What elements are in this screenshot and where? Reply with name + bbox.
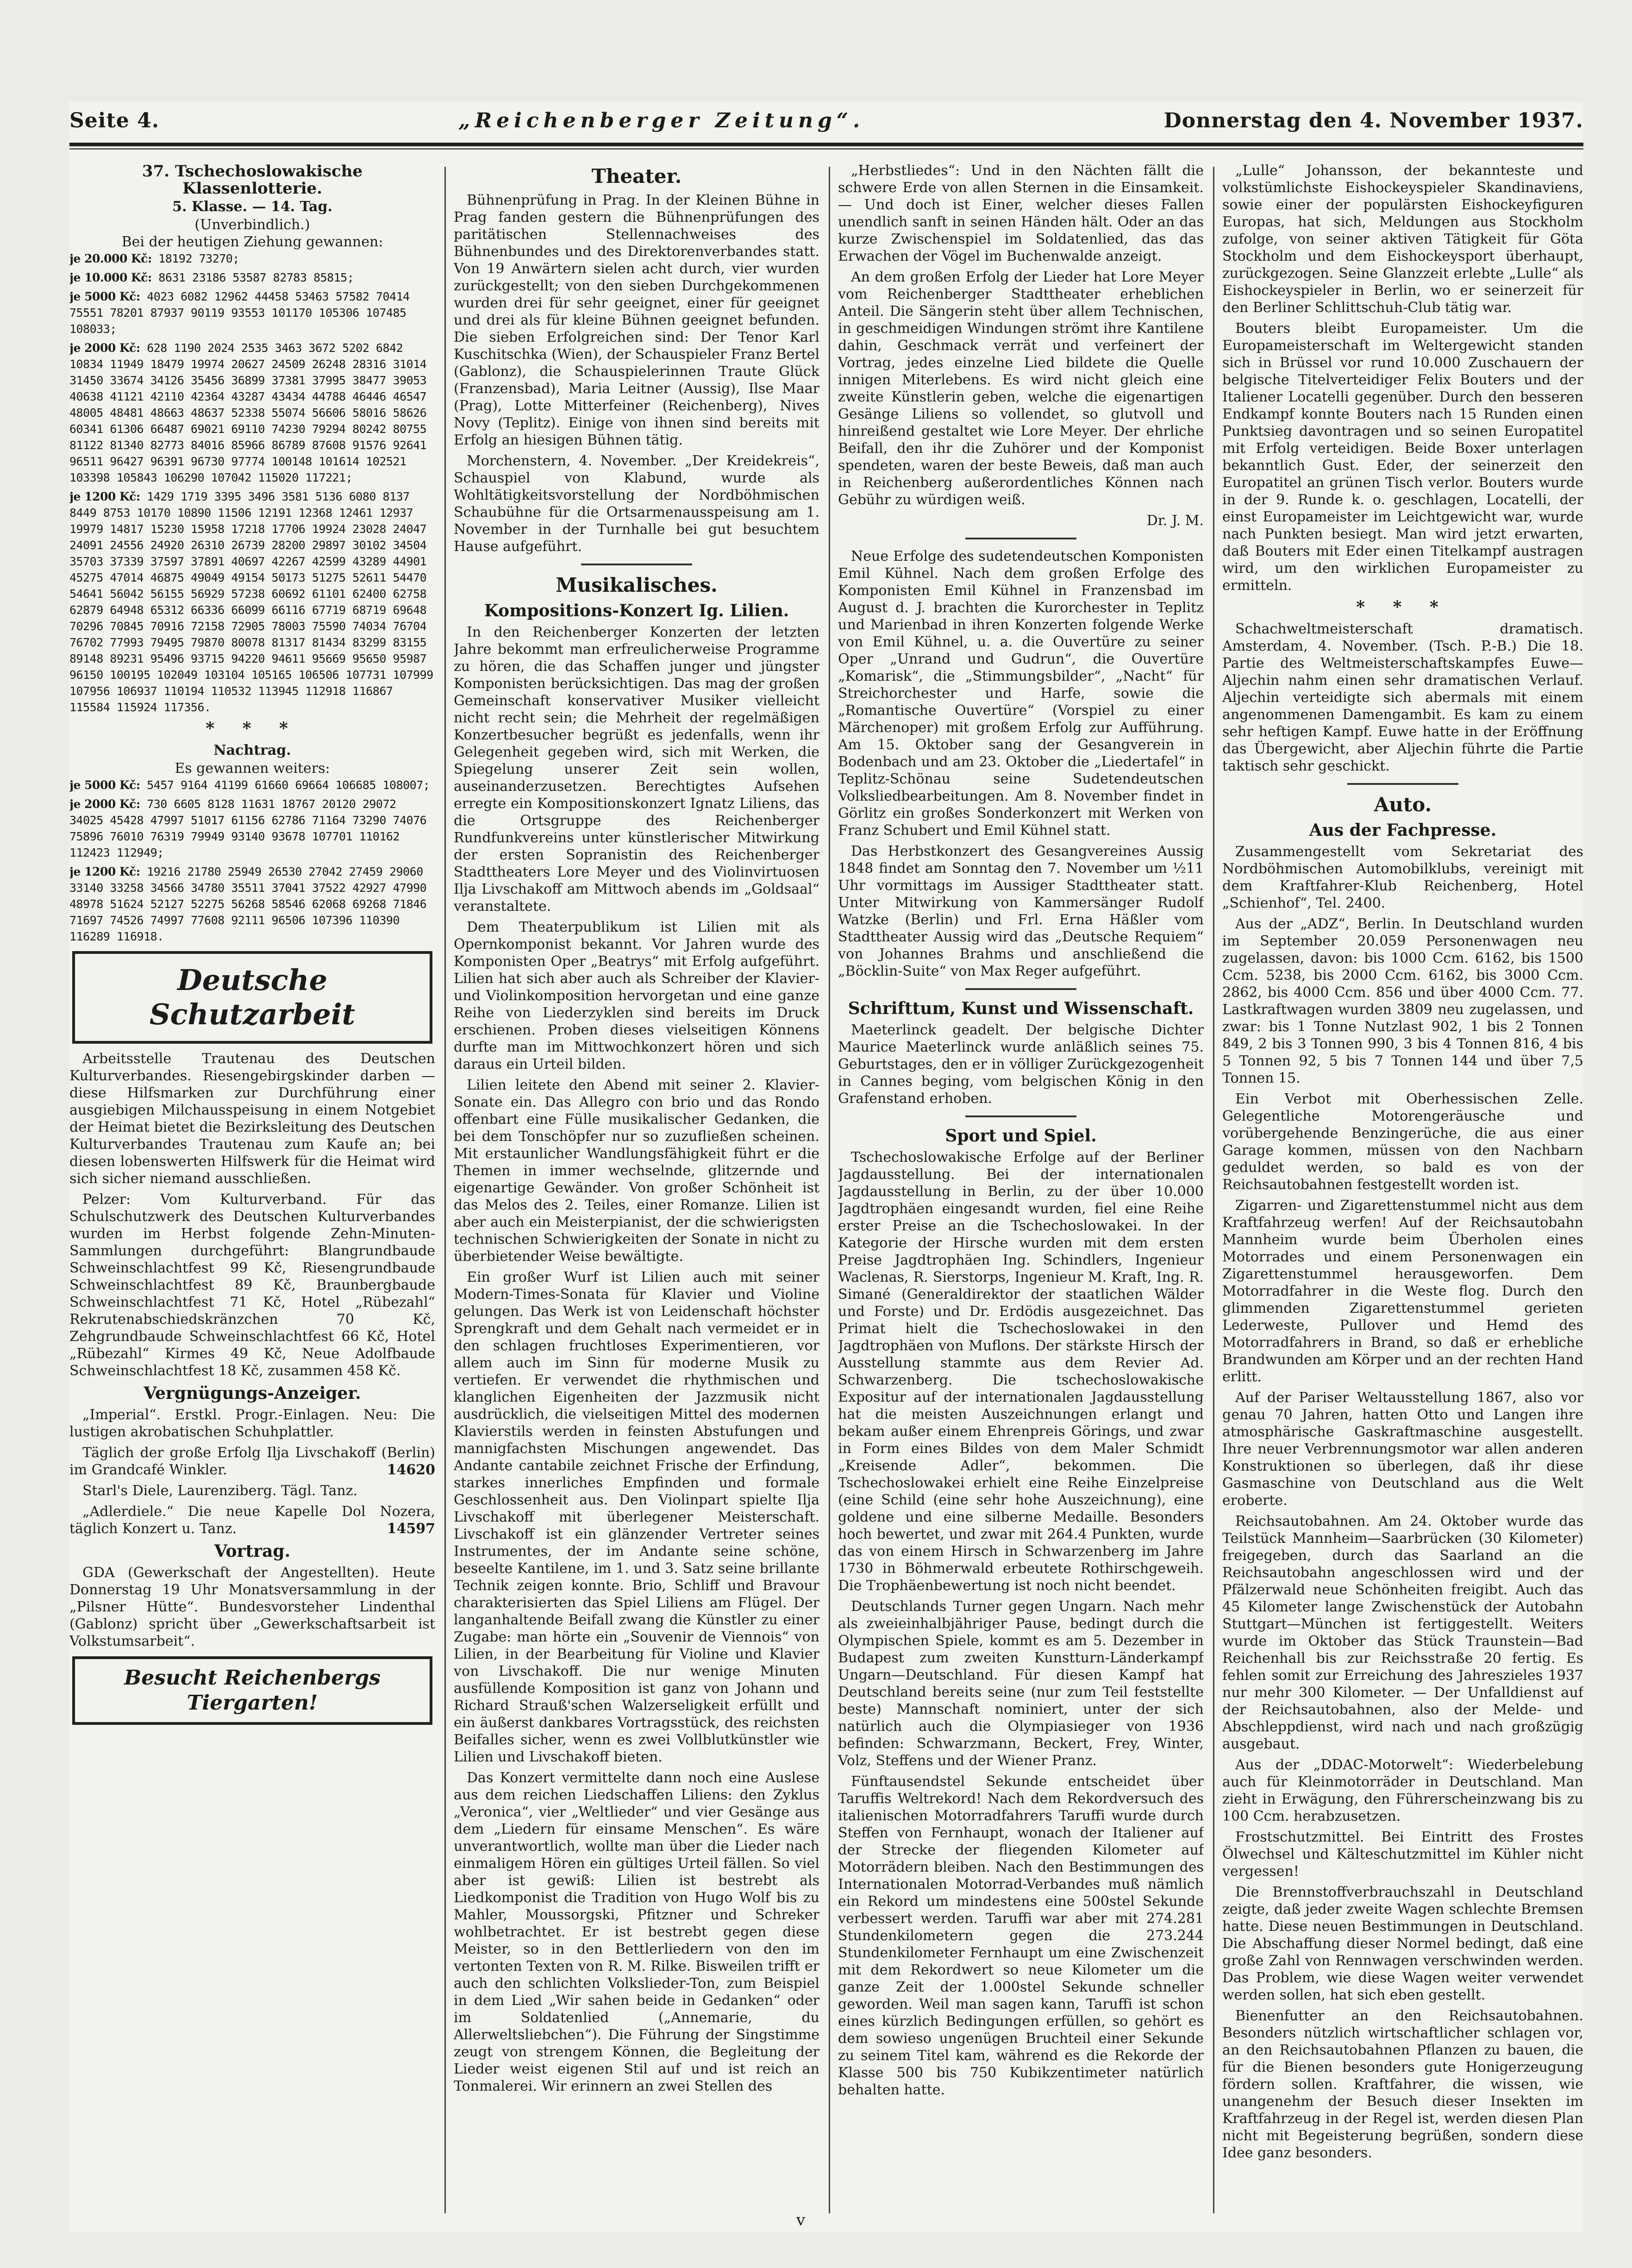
article-paragraph: Schachweltmeisterschaft dramatisch. Amsterdam, 4. November. (Tsch. P.-B.) Die 18. Partie des Weltmeisterschaftskampfes Euwe—Aljechin nahm einen sehr dramatischen Verlauf. Aljechin verteidigte sich abermals mit einem angenommenen Damengambit. Es kam zu einem sehr heftigen Kampf. Euwe hatte in der Eröffnung das Übergewicht, aber Aljechin führte die Partie taktisch sehr geschickt. (1222, 621, 1583, 774)
lottery-draw: je 5000 Kč: 4023 6082 12962 44458 53463 57582 70414 75551 78201 87937 90119 93553 101170 105306 107485 108033; (69, 290, 410, 336)
lottery-title: 37. Tschechoslowakische Klassenlotterie. (142, 162, 363, 198)
article-paragraph: Auf der Pariser Weltausstellung 1867, also vor genau 70 Jahren, hatten Otto und Langen ihre atmosphärische Gaskraftmaschine ausgestellt. Ihre neuer Verbrennungsmotor war allen anderen Konstruktionen so überlegen, daß ihr diese Gasmaschine von Deutschland aus die Welt eroberte. (1222, 1390, 1583, 1509)
article-paragraph: Fünftausendstel Sekunde entscheidet über Taruffis Weltrekord! Nach dem Rekordversuch des italienischen Motorradfahrers Taruffi wurde durch Steffen von Fernhaupt, wonach der Italiener auf der Strecke der fliegenden Kilometer auf Motorrädern bleiben. Nach den Bestimmungen des Internationalen Motorrad-Verbandes muß nämlich ein Rekord um mindestens eine 500stel Sekunde verbessert werden. Taruffi war aber mit 274.281 Stundenkilometern gegen die 273.244 Stundenkilometer Fernhaupt um eine Zwischenzeit mit dem Rekordwert so neue Kilometer um die ganze Zeit der 1.000stel Sekunde schneller geworden. Weil man sagen kann, Taruffi ist schon eines kürzlich Bedingungen erfüllen, so gehört es dem sowieso ungenügen Bruchteil einer Sekunde zu seinem Titel kam, während es die Rekorde der Klasse 500 bis 750 Kubikzentimeter natürlich behalten hatte. (838, 1773, 1204, 2098)
section-heading: Sport und Spiel. (945, 1126, 1097, 1146)
article-paragraph: An dem großen Erfolg der Lieder hat Lore Meyer vom Reichenberger Stadttheater erheblichen Anteil. Die Sängerin steht über allem Technischen, in geschmeidigen Windungen strömt ihre Kantilene dahin, Geschmack verrät und verfeinert der Vortrag, jedes einzelne Lied bildete die Quelle innigen Miterlebens. Es wird nicht gleich eine zweite Künstlerin geben, welche die eigenartigen Gesänge Liliens so vollendet, so glutvoll und hinreißend gestaltet wie Lore Meyer. Der ehrliche Beifall, den ihr die Zuhörer und der Komponist spendeten, waren der beste Beweis, daß man auch in Reichenberg außerordentliches Können nach Gebühr zu würdigen weiß. (838, 269, 1204, 508)
column-divider (829, 167, 830, 2213)
article-paragraph: GDA (Gewerkschaft der Angestellten). Heute Donnerstag 19 Uhr Monatsversammlung in der „Pilsner Hütte“. Bundesvorsteher Lindenthal (Gablonz) spricht über „Gewerkschaftsarbeit ist Volkstumsarbeit“. (69, 1565, 435, 1649)
nachtrag-draw: je 1200 Kč: 19216 21780 25949 26530 27042 27459 29060 33140 33258 34566 34780 35511 37041 37522 42927 47990 48978 51624 52127 52275 56268 58546 62068 69268 71846 71697 74526 74997 77608 92111 96506 107396 110390 116289 116918. (69, 865, 427, 943)
separator (1347, 783, 1458, 785)
article-paragraph: Zusammengestellt vom Sekretariat des Nordböhmischen Automobilklubs, vereinigt mit dem Kraftfahrer-Klub Reichenberg, Hotel „Schienhof“, Tel. 2400. (1222, 844, 1583, 911)
article-paragraph: Das Konzert vermittelte dann noch eine Auslese aus dem reichen Liedschaffen Liliens: den Zyklus „Veronica“, vier „Weltlieder“ und vier Gesänge aus dem „Liedern für einsame Menschen“. Es wäre unverantwortlich, wollte man über die Lieder nach einmaligem Hören ein gültiges Urteil fällen. So viel aber ist gewiß: Lilien ist bestrebt als Liedkomponist die Tradition von Hugo Wolf bis zu Mahler, Moussorgski, Pfitzner und Schreker wohlbetrachtet. Er ist bestrebt gegen diese Meister, so in den Bettlerliedern von den im vertonten Texten von R. M. Rilke. Bisweilen trifft er auch den schlichten Volkslieder-Ton, zum Beispiel in dem Lied „Wir sahen beide in Gedanken“ oder im Soldatenlied („Annemarie, du Allerweltsliebchen“). Die Führung der Singstimme zeugt von strengem Können, die Begleitung der Lieder weist eigenen Stil auf und ist reich an Tonmalerei. Wir erinnern an zwei Stellen des (454, 1770, 819, 2094)
lottery-draw: je 10.000 Kč: 8631 23186 53587 82783 85815; (69, 271, 354, 284)
section-heading: Auto. (1374, 793, 1432, 816)
newspaper-title: „Reichenberger Zeitung“. (458, 108, 865, 132)
lottery-intro: Bei der heutigen Ziehung gewannen: (121, 234, 383, 250)
ad-paragraph: Starl's Diele, Laurenziberg. Tägl. Tanz. (82, 1483, 358, 1499)
author-signature: Dr. J. M. (1146, 513, 1204, 529)
article-paragraph: Arbeitsstelle Trautenau des Deutschen Kulturverbandes. Riesengebirgskinder darben — diese Hilfsmarken zur Durchführung einer ausgiebigen Milchausspeisung in einem Notgebiet der Heimat bietet die Bezirksleitung des Deutschen Kulturverbandes Trautenau zum Kaufe an; bei diesen lobenswerten Hilfswerk für die Heimat wird sich sicher niemand ausschließen. (69, 1051, 435, 1187)
article-paragraph: Aus der „ADZ“, Berlin. In Deutschland wurden im September 20.059 Personenwagen neu zugelassen, davon: bis 1000 Ccm. 6162, bis 1500 Ccm. 5238, bis 2000 Ccm. 6162, bis 3000 Ccm. 2862, bis 4000 Ccm. 856 und über 4000 Ccm. 77. Lastkraftwagen wurden 3809 neu zugelassen, und zwar: bis 1 Tonne Nutzlast 902, 1 bis 2 Tonnen 849, 2 bis 3 Tonnen 990, 3 bis 4 Tonnen 816, 4 bis 5 Tonnen 92, 5 bis 7 Tonnen 144 und über 7,5 Tonnen 15. (1222, 916, 1583, 1086)
lottery-note: (Unverbindlich.) (194, 217, 310, 233)
article-paragraph: Deutschlands Turner gegen Ungarn. Nach mehr als zweieinhalbjähriger Pause, bedingt durch die Olympischen Spiele, kommt es am 5. Dezember in Budapest zum zweiten Kunstturn-Länderkampf Ungarn—Deutschland. Für diesen Kampf hat Deutschland bereits seine (nur zum Teil feststellte beste) Mannschaft nominiert, unter der sich natürlich auch die Olympiasieger von 1936 befinden: Schwarzmann, Beckert, Frey, Winter, Volz, Steffens und der Wiener Pranz. (838, 1598, 1204, 1769)
separator (581, 564, 692, 565)
article-headline: Aus der Fachpresse. (1309, 821, 1497, 840)
article-paragraph: Frostschutzmittel. Bei Eintritt des Frostes Ölwechsel und Kälteschutzmittel im Kühler nicht vergessen! (1222, 1829, 1583, 1880)
article-paragraph: Die Brennstoffverbrauchszahl in Deutschland zeigte, daß jeder zweite Wagen schlechte Bremsen hatte. Diese neuen Bestimmungen in Deutschland. Die Abschaffung dieser Normel bedingt, daß eine große Zahl von Rennwagen verschwinden werden. Das Problem, wie diese Wagen weiter verwendet werden sollen, hat sich eben gestellt. (1222, 1884, 1583, 2003)
nachtrag-draw: je 2000 Kč: 730 6605 8128 11631 18767 20120 29072 34025 45428 47997 51017 61156 62786 71164 73290 74076 75896 76010 76319 79949 93140 93678 107701 110162 112423 112949; (69, 797, 427, 859)
article-paragraph: Reichsautobahnen. Am 24. Oktober wurde das Teilstück Mannheim—Saarbrücken (30 Kilometer) freigegeben, durch das Saarland an die Reichsautobahn angeschlossen wird und der Pfälzerwald neue Schönheiten freigibt. Auch das 45 Kilometer lange Zwischenstück der Autobahn Stuttgart—München ist fertiggestellt. Weiters wurde im Oktober das Stück Traunstein—Bad Reichenhall bis zur Reichsstraße 20 fertig. Es fehlen somit zur Erreichung des Jahreszieles 1937 nur mehr 300 Kilometer. — Der Unfalldienst auf der Reichsautobahnen, also der Melde- und Abschleppdienst, wird nach und nach großzügig ausgebaut. (1222, 1513, 1583, 1752)
separator (965, 988, 1076, 990)
article-paragraph: „Lulle“ Johansson, der bekannteste und volkstümlichste Eishockeyspieler Skandinaviens, sowie einer der populärsten Eishockeyfiguren Europas, hat sich, Meldungen aus Stockholm zufolge, von seiner aktiven Tätigkeit für Göta Stockholm und dem Eishockeysport überhaupt, zurückgezogen. Seine Glanzzeit erlebte „Lulle“ als Eishockeyspieler in Berlin, wo er seinerzeit für den Berliner Schlittschuh-Club tätig war. (1222, 163, 1583, 316)
article-paragraph: Lilien leitete den Abend mit seiner 2. Klavier-Sonate ein. Das Allegro con brio und das Rondo offenbart eine Fülle musikalischer Gedanken, die bei dem Tonschöpfer nur so zuzufließen scheinen. Mit erstaunlicher Wandlungsfähigkeit führt er die Themen in immer wechselnde, glitzernde und eigenartige Gewänder. Von großer Schönheit ist das Melos des 2. Teiles, einer Romanze. Lilien ist aber auch ein Meisterpianist, der die schwierigsten technischen Schwierigkeiten der Sonate in nicht zu überbietender Weise bewältigte. (454, 1077, 819, 1265)
article-paragraph: Zigarren- und Zigarettenstummel nicht aus dem Kraftfahrzeug werfen! Auf der Reichsautobahn Mannheim wurde beim Überholen eines Motorrades und einem Personenwagen ein Zigarettenstummel herausgeworfen. Dem Motorradfahrer in die Weste flog. Durch den glimmenden Zigarettenstummel gerieten Lederweste, Pullover und Hemd des Motorradfahrers in Brand, so daß er erhebliche Brandwunden am Körper und an der rechten Hand erlitt. (1222, 1197, 1583, 1385)
article-paragraph: Aus der „DDAC-Motorwelt“: Wiederbelebung auch für Kleinmotorräder in Deutschland. Man zieht in Erwägung, den Führerscheinzwang bis zu 100 Ccm. herabzusetzen. (1222, 1757, 1583, 1824)
ad-paragraph: „Adlerdiele.“ Die neue Kapelle Dol Nozera, täglich Konzert u. Tanz. 14597 (69, 1504, 435, 1537)
article-paragraph: Bühnenprüfung in Prag. In der Kleinen Bühne in Prag fanden gestern die Bühnenprüfungen des paritätischen Stellennachweises des Bühnenbundes und des Direktorenverbandes statt. Von 19 Anwärtern sielen acht durch, vier wurden zurückgestellt; von den sieben Durchgekommenen wurden drei für sehr geeignet, einer für geeignet und drei als für kleine Bühnen geeignet befunden. Die sieben Erfolgreichen sind: Der Tenor Karl Kuschitschka (Wien), der Schauspieler Franz Bertel (Gablonz), die Schauspielerinnen Traute Glück (Franzensbad), Maria Leitner (Aussig), Ilse Maar (Prag), Lotte Mitterfeiner (Reichenberg), Nives Novy (Teplitz). Einige von ihnen sind bereits mit Erfolg an hiesigen Bühnen tätig. (454, 192, 819, 448)
article-paragraph: „Herbstliedes“: Und in den Nächten fällt die schwere Erde von allen Sternen in die Einsamkeit. — Und doch ist Einer, welcher dieses Fallen unendlich sanft in seinen Händen hält. Oder an das kurze Zwischenspiel im Soldatenlied, das das Erwachen der Vögel im Buchenwalde anzeigt. (838, 163, 1204, 264)
column-2 (454, 162, 819, 2218)
article-paragraph: Dem Theaterpublikum ist Lilien mit als Opernkomponist bekannt. Vor Jahren wurde des Komponisten Oper „Beatrys“ mit Erfolg aufgeführt. Lilien hat sich aber auch als Schreiber der Klavier- und Violinkomposition hervorgetan und eine ganze Reihe von Liederzyklen sind bereits im Druck erschienen. Proben dieses vielseitigen Könnens durfte man im Mittwochkonzert hören und sich daraus ein Urteil bilden. (454, 919, 819, 1072)
article-paragraph: Neue Erfolge des sudetendeutschen Komponisten Emil Kühnel. Nach dem großen Erfolge des Komponisten Emil Kühnel in Franzensbad im August d. J. brachten die Kurorchester in Teplitz und Marienbad in ihren Konzerten folgende Werke von Emil Kühnel, u. a. die Ouvertüre zu seiner Oper „Unrand und Gudrun“, die Ouvertüre „Komarisk“, die „Stimmungsbilder“, „Nacht“ für Streichorchester und Harfe, sowie die „Romantische Ouvertüre“ (Vorspiel zu einer Märchenoper) mit großem Erfolg zur Aufführung. Am 15. Oktober sang der Gesangverein in Bodenbach und am 23. Oktober die „Liedertafel“ in Teplitz-Schönau seine Sudetendeutschen Volksliedbearbeitungen. Am 8. November findet in Görlitz ein großes Sonderkonzert mit Werken von Franz Schubert und Emil Kühnel statt. (838, 548, 1204, 839)
column-1 (69, 162, 435, 2218)
issue-date: Donnerstag den 4. November 1937. (1163, 108, 1583, 132)
column-3 (838, 162, 1204, 2218)
column-divider (1213, 167, 1214, 2213)
article-paragraph: Morchenstern, 4. November. „Der Kreidekreis“, Schauspiel von Klabund, wurde als Wohltätigkeitsvorstellung der Nordböhmischen Schaubühne für die Ortsarmenausspeisung am 1. November in der Turnhalle bei gut besuchtem Hause aufgeführt. (454, 453, 819, 555)
article-paragraph: Ein großer Wurf ist Lilien auch mit seiner Modern-Times-Sonata für Klavier und Violine gelungen. Das Werk ist von Leidenschaft höchster Sprengkraft und dem Gehalt nach vermeidet er in den schlagen fruchtloses Experimentieren, vor allem auch im Sinn für moderne Musik zu vertiefen. Er verwendet die rhythmischen und klanglichen Eigenheiten der Jazzmusik nicht ausdrücklich, die vielseitigen Mittel des modernen Klavierstils werden in feinsten Abstufungen und mannigfachsten Mischungen angewendet. Das Andante cantabile zeichnet Frische der Erfindung, starkes innerliches Empfinden und formale Geschlossenheit aus. Den Violinpart spielte Ilja Livschakoff mit überlegener Meisterschaft. Livschakoff ist ein glänzender Vertreter seines Instrumentes, der im Andante seine schöne, beseelte Kantilene, im 1. und 3. Satz seine brillante Technik zeigen konnte. Brio, Schliff und Bravour charakterisierten das Spiel Liliens am Flügel. Der langanhaltende Beifall zwang die Künstler zu einer Zugabe: man hörte ein „Souvenir de Viennois“ von Lilien, in der Bearbeitung für Violine und Klavier von Livschakoff. Die nur wenige Minuten ausfüllende Komposition ist ganz von Johann und Richard Strauß'schen Walzerseligkeit erfüllt und ein äußerst dankbares Vortragsstück, des reichsten Beifalles sicher, wenn es zwei Vollblutkünstler wie Lilien und Livschakoff bieten. (454, 1269, 819, 1765)
article-paragraph: Bienenfutter an den Reichsautobahnen. Besonders nützlich wirtschaftlicher schlagen vor, an den Reichsautobahnen Pflanzen zu bauen, die für die Bienen besonders gute Honigerzeugung fördern sollen. Kraftfahrer, die wissen, wie unangenehm der Besuch dieser Insekten im Kraftfahrzeug in der Regel ist, werden diesen Plan nicht mit Begeisterung begrüßen, sondern diese Idee ganz besonders. (1222, 2008, 1583, 2161)
article-headline: Kompositions-Konzert Ig. Lilien. (484, 601, 789, 620)
article-paragraph: In den Reichenberger Konzerten der letzten Jahre bekommt man erfreulicherweise Programme zu hören, die das Schaffen junger und jüngster Komponisten berücksichtigen. Das mag der großen Gemeinschaft konservativer Musiker vielleicht nicht recht sein; die Mehrheit der regelmäßigen Konzertbesucher begrüßt es jedenfalls, wenn ihr Gelegenheit gegeben wird, sich mit Werken, die Spiegelung unserer Zeit sein wollen, auseinanderzusetzen. Berechtigtes Aufsehen erregte ein Kompositionskonzert Ignatz Liliens, das die Ortsgruppe des Reichenberger Rundfunkvereins unter künstlerischer Mitwirkung der ersten Sopranistin des Reichenberger Stadttheaters Lore Meyer und des Violinvirtuosen Ilja Livschakoff am Mittwoch abends im „Goldsaal“ veranstaltete. (454, 624, 819, 915)
nachtrag-draw: je 5000 Kč: 5457 9164 41199 61660 69664 106685 108007; (69, 778, 430, 792)
article-paragraph: Maeterlinck geadelt. Der belgische Dichter Maurice Maeterlinck wurde anläßlich seines 75. Geburtstages, den er in völliger Zurückgezogenheit in Cannes beging, vom belgischen König in den Grafenstand erhoben. (838, 1022, 1204, 1107)
nachtrag-intro: Es gewannen weiters: (175, 760, 330, 777)
newspaper-page (69, 102, 1583, 2232)
ad-paragraph: Täglich der große Erfolg Ilja Livschakoff (Berlin) im Grandcafé Winkler. 14620 (69, 1445, 435, 1478)
lottery-draw: je 2000 Kč: 628 1190 2024 2535 3463 3672 5202 6842 10834 11949 18479 19974 20627 24509 26248 28316 31014 31450 33674 34126 35456 36899 37381 37995 38477 39053 40638 41121 42110 42364 43287 43434 44788 46446 46547 48005 48481 48663 48637 52338 55074 56606 58016 58626 60341 61306 66487 69021 69110 74230 79294 80242 80755 81122 81340 82773 84016 85966 86789 87608 91576 92641 96511 96427 96391 96730 97774 100148 101614 102521 103398 105843 106290 107042 115020 117221; (69, 341, 427, 484)
separator (965, 538, 1076, 539)
section-stars: * * * (1356, 597, 1450, 617)
tiergarten-banner: Besucht Reichenbergs Tiergarten! (72, 1656, 432, 1725)
column-4 (1222, 162, 1583, 2218)
lottery-subtitle: 5. Klasse. — 14. Tag. (172, 199, 332, 215)
nachtrag-title: Nachtrag. (213, 742, 291, 758)
section-heading: Musikalisches. (556, 574, 718, 596)
lottery-draw: je 1200 Kč: 1429 1719 3395 3496 3581 5136 6080 8137 8449 8753 10170 10890 11506 12191 12368 12461 12937 19979 14817 15230 15958 17218 17706 19924 23028 24047 24091 24556 24920 26310 26739 28200 29897 30102 34504 35703 37339 37597 37891 40697 42267 42599 43289 44901 45275 47014 46875 49049 49154 50173 51275 52611 54470 54641 56042 56155 56929 57238 60692 61101 62400 62758 62879 64948 65312 66336 66099 66116 67719 68719 69648 70296 70845 70916 72158 72905 78003 75590 74034 76704 76702 77993 79495 79870 80078 81317 81434 83299 83155 89148 89231 95496 93715 94220 94611 95669 95650 95987 96150 100195 102049 103104 105165 106506 107731 107999 107956 106937 110194 110532 113945 112918 116867 115584 115924 117356. (69, 490, 433, 714)
footer-mark: v (796, 2211, 806, 2230)
lottery-draw: je 20.000 Kč: 18192 73270; (69, 252, 239, 265)
header-rule (69, 143, 1583, 146)
article-paragraph: Ein Verbot mit Oberhessischen Zelle. Gelegentliche Motorengeräusche und vorübergehende Benzingerüche, die aus einer Garage kommen, müssen von den Nachbarn geduldet werden, so bald es von der Reichsautobahnen festgestellt worden ist. (1222, 1091, 1583, 1193)
section-stars: * * * (206, 719, 299, 738)
header-rule-thin (69, 148, 1583, 150)
article-paragraph: Bouters bleibt Europameister. Um die Europameisterschaft im Weltergewicht standen sich in Brüssel vor rund 10.000 Zuschauern der belgische Titelverteidiger Felix Bouters und der Italiener Locatelli gegenüber. Durch den besseren Endkampf konnte Bouters nach 15 Runden einen Punktsieg davontragen und so seinen Europatitel mit Erfolg verteidigen. Beide Boxer unterlagen bekanntlich Gust. Eder, der seinerzeit den Europatitel an grünen Tisch verlor. Bouters wurde in der 9. Runde k. o. geschlagen, Locatelli, der einst Europameister im Leichtgewicht war, wurde nach Punkten besiegt. Man wird jetzt erwarten, daß Bouters mit Eder einen Titelkampf austragen wird, um den wirklichen Europameister zu ermitteln. (1222, 320, 1583, 594)
article-paragraph: Pelzer: Vom Kulturverband. Für das Schulschutzwerk des Deutschen Kulturverbandes wurden im Herbst folgende Zehn-Minuten-Sammlungen durchgeführt: Blangrundbaude Schweinschlachtfest 99 Kč, Riesengrundbaude Schweinschlachtfest 89 Kč, Braunbergbaude Schweinschlachtfest 71 Kč, Hotel „Rübezahl“ Rekrutenabschiedskränzchen 70 Kč, Zehgrundbaude Schweinschlachtfest 66 Kč, Hotel „Rübezahl“ Kirmes 49 Kč, Neue Adolfbaude Schweinschlachtfest 18 Kč, zusammen 458 Kč. (69, 1191, 435, 1379)
separator (965, 1115, 1076, 1117)
schutzarbeit-banner: Deutsche Schutzarbeit (72, 951, 432, 1044)
section-heading: Theater. (591, 165, 682, 188)
page-number: Seite 4. (69, 108, 160, 132)
article-paragraph: Tschechoslowakische Erfolge auf der Berliner Jagdausstellung. Bei der internationalen Jagdausstellung in Berlin, zu der über 10.000 Jagdtrophäen eingesandt wurden, fiel eine Reihe erster Preise an die Tschechoslowakei. In der Kategorie der Hirsche wurden mit dem ersten Preise Jagdtrophäen Ing. Schindlers, Ingenieur Waclenas, R. Sierstorps, Ingenieur M. Kraft, Ing. R. Simané (Generaldirektor der staatlichen Wälder und Forste) und Dr. Erdödis ausgezeichnet. Das Primat hielt die Tschechoslowakei in den Jagdtrophäen von Muflons. Der stärkste Hirsch der Ausstellung stammte aus dem Revier Ad. Schwarzenberg. Die tschechoslowakische Expositur auf der internationalen Jagdausstellung hat die meisten Auszeichnungen erlangt und bekam außer einem Ehrenpreis Görings, und zwar in Form eines Bildes von dem Maler Schmidt „Kreisende Adler“, bekommen. Die Tschechoslowakei erhielt eine Reihe Einzelpreise (eine Schild (eine sehr hohe Auszeichnung), eine goldene und eine silberne Medaille. Besonders hoch bewertet, und zwar mit 264.4 Punkten, wurde das von einem Hirsch in Schwarzenberg im Jahre 1730 in Böhmerwald erbeutete Rothirschgeweih. Die Trophäenbewertung ist noch nicht beendet. (838, 1149, 1204, 1594)
section-heading: Schrifttum, Kunst und Wissenschaft. (848, 999, 1194, 1018)
section-heading: Vergnügungs-Anzeiger. (144, 1384, 361, 1403)
column-divider (444, 167, 446, 2213)
ad-paragraph: „Imperial“. Erstkl. Progr.-Einlagen. Neu: Die lustigen akrobatischen Schuhplattler. (69, 1407, 435, 1440)
article-paragraph: Das Herbstkonzert des Gesangvereines Aussig 1848 findet am Sonntag den 7. November um ½11 Uhr vormittags im Aussiger Stadttheater statt. Unter Mitwirkung von Kammersänger Rudolf Watzke (Berlin) und Frl. Erna Häßler vom Stadttheater Aussig wird das „Deutsche Requiem“ von Johannes Brahms und anschließend die „Böcklin-Suite“ von Max Reger aufgeführt. (838, 843, 1204, 979)
section-heading: Vortrag. (214, 1541, 291, 1561)
page-header (69, 102, 1583, 139)
